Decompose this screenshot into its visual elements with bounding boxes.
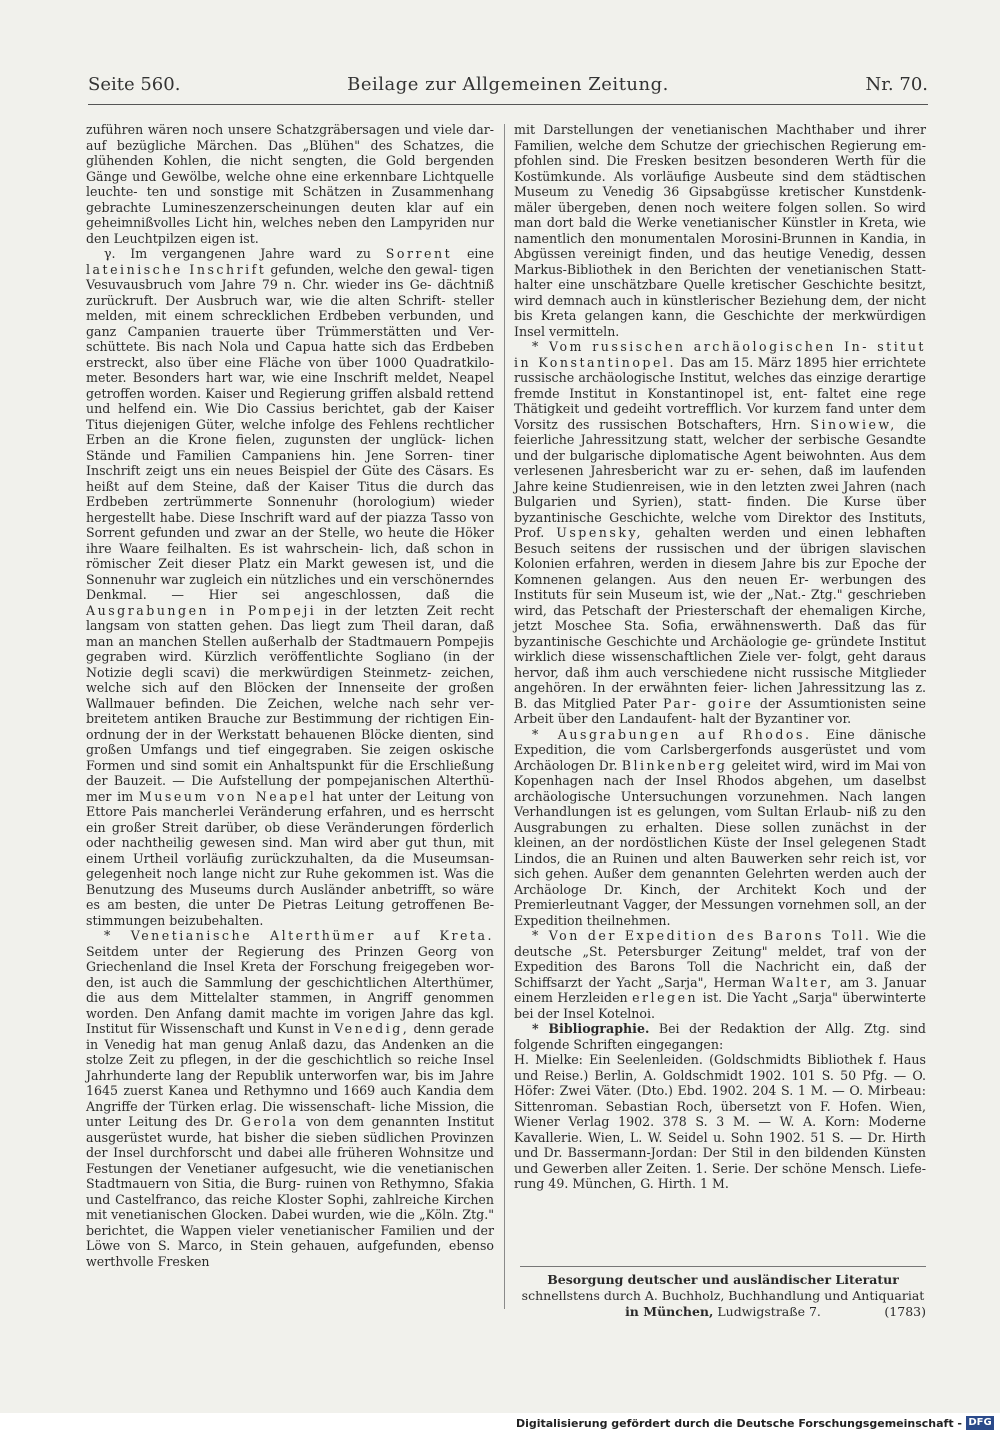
person-name: Sinowiew, — [810, 416, 897, 432]
notice-ref: (1783) — [884, 1304, 926, 1319]
person-name: Walter, — [771, 974, 834, 990]
footer-bar — [0, 1413, 1000, 1433]
right-column — [514, 122, 927, 1191]
bibliography-list: H. Mielke: Ein Seelenleiden. (Goldschmidts Bibliothek f. Haus und Reise.) Berlin, A. Goldschmidt 1902. 101 S. 50 Pfg. — O. Höfer: Zwei Väter. (Dto.) Ebd. 1902. 204 S. 1 M. — O. Mirbeau: Sittenroman. Sebastian Roch, übersetzt von F. Hofen. Wien, Wiener Verlag 1902. 378 S. 3 M. — W. A. Korn: Moderne Kavallerie. Wien, L. W. Seidel u. Sohn 1902. 51 S. — Dr. Hirth und Dr. Bassermann-Jordan: Der Stil in den bildenden Künsten und Gewerben aller Zeiten. 1. Serie. Der schöne Mensch. Liefe- rung 49. München, G. Hirth. 1 M. — [514, 1052, 926, 1191]
notice-title: Besorgung deutscher und ausländischer Literatur — [547, 1272, 899, 1287]
article-heading: * Von der Expedition des Barons Toll. — [532, 928, 872, 943]
article-heading: * Ausgrabungen auf Rhodos. — [532, 726, 812, 742]
advertisement-notice — [520, 1272, 926, 1320]
page-header — [88, 74, 928, 100]
spaced-word: erlegen — [632, 990, 699, 1005]
paragraph-treasure: zuführen wären noch unsere Schatzgräbersagen und viele dar- auf bezügliche Märchen. Das „Blühen" des Schatzes, die glühenden Kohlen, die nicht sengten, die Gold bergenden Gänge und Gewölbe, welche ohne eine erkennbare Lichtquelle leuchte- ten und sonstige mit Schätzen in Zusammenhang gebrachte Lumineszenzerscheinungen deuten klar auf ein geheimnißvolles Licht hin, welches neben den Lampyriden nur den Leuchtpilzen eigen ist. — [86, 122, 494, 246]
paragraph-toll: * Von der Expedition des Barons Toll. Wie die deutsche „St. Petersburger Zeitung" meldet, traf von der Expedition des Barons Toll die Nachricht ein, daß der Schiffsarzt der Yacht „Sarja", Herman Walter, am 3. Januar einem Herzleiden erlegen ist. Die Yacht „Sarja" überwinterte bei der Insel Kotelnoi. — [514, 928, 927, 1021]
left-column — [86, 122, 494, 1314]
dfg-logo-icon: DFG — [966, 1416, 994, 1430]
article-heading: * Vom russischen archäologischen In- stitut in Konstantinopel. — [514, 339, 926, 370]
article-heading: * Bibliographie. — [532, 1021, 650, 1036]
page-number: Seite 560. — [88, 74, 181, 95]
paragraph-kreta-cont: mit Darstellungen der venetianischen Machthaber und ihrer Familien, welche dem Schutze der griechischen Regierung em- pfohlen sind. Die Fresken besitzen besonderen Werth für die Kostümkunde. Als vorläufige Ausbeute sind dem städtischen Museum zu Venedig 36 Gipsabgüsse kretischer Kunstdenk- mäler übergeben, denen noch weitere folgen sollen. So wird man dort bald die Werke venetianischer Künstler in Kreta, wie namentlich den monumentalen Morosini-Brunnen in Kandia, in Abgüssen vereinigt finden, und das heutige Venedig, dessen Markus-Bibliothek in den Berichten der venetianischen Statt- halter eine unschätzbare Quelle kretischer Geschichte besitzt, wird demnach auch in künstlerischer Beziehung dem, der nicht bis Kreta gelangen kann, die Geschichte der merkwürdigen Insel vermitteln. — [514, 122, 926, 339]
place-name: Sorrent — [385, 246, 453, 261]
paragraph-kreta: * Venetianische Alterthümer auf Kreta. Seitdem unter der Regierung des Prinzen Georg von Griechenland die Insel Kreta der Forschung freigegeben wor- den, ist auch die Sammlung der geschichtlichen Alterthümer, die aus dem Mittelalter stammen, in Angriff genommen worden. Den Anfang damit machte im vorigen Jahre das kgl. Institut für Wissenschaft und Kunst in Venedig, denn gerade in Venedig hat man genug Anlaß dazu, das Andenken an die stolze Zeit zu pflegen, in der die geschichtlich so reiche Insel Jahrhunderte lang der Republik unterworfen war, bis im Jahre 1645 zuerst Kanea und Rethymno und 1669 auch Kandia dem Angriffe der Türken erlag. Die wissenschaft- liche Mission, die unter Leitung des Dr. Gerola von dem genannten Institut ausgerüstet wurde, hat bisher die sieben südlichen Provinzen der Insel durchforscht und dabei alle früheren Wohnsitze und Festungen der Venetianer aufgesucht, wie die venetianischen Stadtmauern von Sitia, die Burg- ruinen von Rethymno, Sfakia und Castelfranco, das reiche Kloster Sophi, zahlreiche Kirchen mit venetianischen Glocken. Dabei wurden, wie die „Köln. Ztg." berichtet, die Wappen vieler venetianischer Familien und der Löwe von S. Marco, in Stein gehauen, aufgefunden, ebenso werthvolle Fresken — [86, 928, 495, 1269]
paragraph-konstantinopel: * Vom russischen archäologischen In- stitut in Konstantinopel. Das am 15. März 1895 hier errichtete russische archäologische Institut, welches das einzige derartige fremde Institut in Konstantinopel ist, ent- faltet eine rege Thätigkeit und gedeiht vortrefflich. Vor kurzem fand unter dem Vorsitz des russischen Botschafters, Hrn. Sinowiew, die feierliche Jahressitzung statt, welcher der serbische Gesandte und der bulgarische diplomatische Agent beiwohnten. Aus dem verlesenen Jahresbericht war zu er- sehen, daß im laufenden Jahre keine Studienreisen, wie in den letzten zwei Jahren (nach Bulgarien und Syrien), statt- finden. Die Kurse über byzantinische Geschichte, welche vom Direktor des Instituts, Prof. Uspensky, gehalten werden und einen lebhaften Besuch seitens der russischen und der übrigen slavischen Kolonien erfahren, werden in diesem Jahre bis zur Epoche der Komnenen gelangen. Aus den neuen Er- werbungen des Instituts für sein Museum ist, wie der „Nat.- Ztg." geschrieben wird, das Petschaft der Priesterschaft der ehemaligen Kirche, jetzt Moschee Sta. Sofia, erwähnenswerth. Daß das für byzantinische Geschichte und Archäologie ge- gründete Institut wirklich diese wissenschaftlichen Ziele ver- folgt, geht daraus hervor, daß ihm auch verschiedene nicht russische Mitglieder angehören. In der erwähnten feier- lichen Jahressitzung las z. B. das Mitglied Pater Par- goire der Assumtionisten seine Arbeit über den Landaufent- halt der Byzantiner vor. — [514, 339, 926, 726]
spaced-heading: Museum von Neapel — [138, 788, 317, 804]
funding-credit: Digitalisierung gefördert durch die Deutsche Forschungsgemeinschaft - — [515, 1417, 962, 1430]
issue-number: Nr. 70. — [865, 74, 928, 95]
person-name: Par- goire — [662, 695, 754, 711]
paragraph-bibliographie: * Bibliographie. Bei der Redaktion der Allg. Ztg. sind folgende Schriften eingegangen: — [514, 1021, 926, 1052]
article-heading: * Venetianische Alterthümer auf Kreta. — [104, 928, 494, 943]
paragraph-sorrent: γ. Im vergangenen Jahre ward zu Sorrent eine lateinische Inschrift gefunden, welche den gewal- tigen Vesuvausbruch vom Jahre 79 n. Chr. wieder ins Ge- dächtniß zurückruft. Der Ausbruch war, wie die alten Schrift- steller melden, mit einem schrecklichen Erdbeben verbunden, und ganz Campanien trauerte über Trümmerstätten und Ver- schüttete. Bis nach Nola und Capua hatte sich das Erdbeben erstreckt, also über eine Fläche von über 1000 Quadratkilo- meter. Besonders hart war, wie eine Inschrift meldet, Neapel getroffen worden. Kaiser und Regierung griffen alsbald rettend und helfend ein. Wie Dio Cassius berichtet, gab der Kaiser Titus diejenigen Güter, welche infolge des Fehlens rechtlicher Erben an die Krone fielen, zugunsten der unglück- lichen Stände und Familien Campaniens hin. Jene Sorren- tiner Inschrift zeigt uns ein neues Beispiel der Güte des Cäsars. Es heißt auf dem Steine, daß der Kaiser Titus die durch das Erdbeben zertrümmerte Sonnenuhr (horologium) wieder hergestellt habe. Diese Inschrift ward auf der piazza Tasso von Sorrent gefunden und zwar an der Stelle, wo heute die Höker ihre Waare feilhalten. Es ist wahrschein- lich, daß schon in römischer Zeit dieser Platz ein Markt gewesen ist, und die Sonnenuhr war zugleich ein nützliches und ein verschönerndes Denkmal. — Hier sei angeschlossen, daß die Ausgrabungen in Pompeji in der letzten Zeit recht langsam von statten gehen. Das liegt zum Theil daran, daß man an manchen Stellen außerhalb der Stadtmauern Pompejis gegraben wird. Kürzlich veröffentlichte Sogliano (in der Notizie degli scavi) die merkwürdigen Steinmetz- zeichen, welche sich auf den Blöcken der Innenseite der großen Wallmauer befinden. Die Zeichen, welche nach sehr ver- breitetem antiken Brauche zur Bestimmung der richtigen Ein- ordnung der in der Werkstatt behauenen Blöcke dienten, sind großen Umfangs und tief eingegraben. Sie zeigen oskische Formen und sind somit ein Anhaltspunkt für die Erschließung der Bauzeit. — Die Aufstellung der pompejanischen Alterthü- mer im Museum von Neapel hat unter der Leitung von Ettore Pais mancherlei Veränderung erfahren, und es herrscht ein großer Streit darüber, ob diese Veränderungen förderlich oder nachtheilig gewesen sind. Man wird aber gut thun, mit einem Urtheil vorläufig zurückzuhalten, da die Museumsan- gelegenheit noch lange nicht zur Ruhe gekommen ist. Was die Benutzung des Museums durch Ausländer anbetrifft, so wäre es am besten, die unter De Pietras Leitung getroffenen Be- stimmungen beizubehalten. — [86, 246, 495, 928]
person-name: Blinkenberg — [621, 757, 728, 773]
header-rule — [88, 104, 928, 105]
notice-address: in München, Ludwigstraße 7. (1783) — [625, 1304, 926, 1319]
notice-rule — [520, 1266, 926, 1267]
column-divider — [504, 124, 505, 1309]
place-name: Venedig, — [334, 1021, 410, 1036]
spaced-heading: Ausgrabungen in Pompeji — [86, 602, 317, 618]
spaced-heading: lateinische Inschrift — [86, 261, 267, 277]
person-name: Gerola — [240, 1114, 299, 1129]
paragraph-rhodos: * Ausgrabungen auf Rhodos. Eine dänische Expedition, die vom Carlsbergerfonds ausgerüstet und vom Archäologen Dr. Blinkenberg geleitet wird, wird im Mai von Kopenhagen nach der Insel Rhodos abgehen, um daselbst archäologische Untersuchungen vorzunehmen. Nach langen Verhandlungen ist es gelungen, vom Sultan Erlaub- niß zu den Ausgrabungen zu erhalten. Diese sollen zunächst in der kleinen, an der nordöstlichen Küste der Insel gelegenen Stadt Lindos, die an Ruinen und alten Bauwerken sehr reich ist, vor sich gehen. Außer dem genannten Gelehrten werden auch der Archäologe Dr. Kinch, der Architekt Koch und der Premierleutnant Vagger, der Messungen vornehmen soll, an der Expedition theilnehmen. — [514, 726, 927, 928]
page-title: Beilage zur Allgemeinen Zeitung. — [347, 74, 669, 95]
notice-line: schnellstens durch A. Buchholz, Buchhandlung und Antiquariat — [521, 1288, 925, 1303]
person-name: Uspensky, — [556, 525, 643, 540]
